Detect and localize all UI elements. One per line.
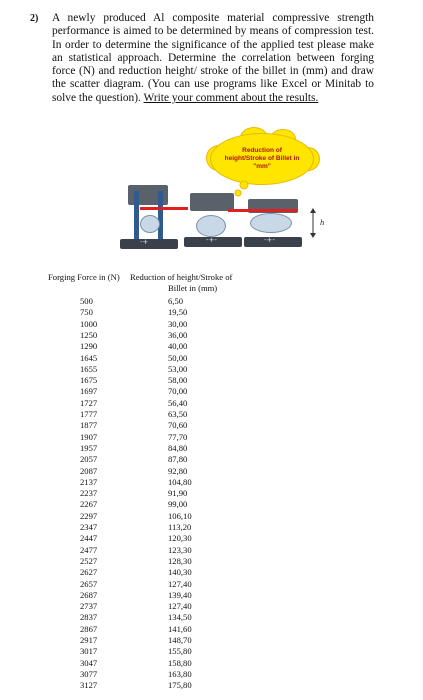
press-base-left: [120, 239, 178, 249]
reduction-cell: 123,30: [168, 544, 192, 555]
callout-text: Reduction of height/Stroke of Billet in "mm": [224, 147, 300, 170]
guide-post: [158, 191, 163, 239]
billet-middle: [196, 215, 226, 237]
table-header: [48, 272, 288, 293]
forging-force-cell: 2447: [80, 533, 98, 544]
forging-force-cell: 2057: [80, 454, 98, 465]
forging-force-cell: 1290: [80, 341, 98, 352]
forging-force-cell: 2737: [80, 601, 98, 612]
reduction-cell: 92,80: [168, 465, 188, 476]
question-text: [30, 12, 374, 105]
forging-force-cell: 2917: [80, 635, 98, 645]
reduction-cell: 91,90: [168, 488, 188, 499]
question-body: A newly produced Al composite material compressive strength performance is aimed to be determined by means of compression test. In order to determine the significance of the applied test please make an statistical approach. Determine the correlation between forging force (N) and reduction height/ stroke of the billet in (mm) and draw the scatter diagram. (You can use programs like Excel or Minitab to solve the question).: [52, 12, 374, 104]
forging-force-cell: 1000: [80, 318, 98, 329]
forging-force-cell: 2297: [80, 510, 98, 521]
forging-force-cell: 2237: [80, 488, 98, 499]
reduction-cell: 163,80: [168, 668, 192, 679]
reduction-cell: 19,50: [168, 307, 188, 318]
reduction-cell: 128,30: [168, 555, 192, 566]
forging-force-cell: 3047: [80, 657, 98, 668]
reduction-cell: 99,00: [168, 499, 188, 510]
forging-force-cell: 2867: [80, 623, 98, 634]
forging-force-cell: 1907: [80, 431, 98, 442]
reduction-cell: 30,00: [168, 318, 188, 329]
forging-force-cell: 1697: [80, 386, 98, 397]
forging-force-cell: 1675: [80, 375, 98, 386]
reduction-cell: 140,30: [168, 567, 192, 578]
arrow-symbol-1: -+: [140, 238, 149, 246]
reduction-cell: 6,50: [168, 296, 184, 306]
forging-force-cell: 2267: [80, 499, 98, 510]
forging-force-cell: 1655: [80, 363, 98, 374]
forging-force-cell: 1727: [80, 397, 98, 408]
forging-force-cell: 2527: [80, 555, 98, 566]
reduction-cell: 56,40: [168, 397, 188, 408]
forging-force-cell: 2687: [80, 589, 98, 600]
header-reduction: [130, 272, 290, 293]
reduction-cell: 139,40: [168, 589, 192, 600]
reduction-cell: 58,00: [168, 375, 188, 386]
header-forging-force: Forging Force in (N): [48, 272, 120, 282]
forging-force-cell: 3077: [80, 668, 98, 679]
guide-post: [134, 191, 139, 239]
reduction-cell: 113,20: [168, 522, 192, 532]
reduction-cell: 63,50: [168, 409, 188, 419]
forging-force-cell: 1250: [80, 329, 98, 340]
reduction-cell: 84,80: [168, 442, 188, 453]
reduction-cell: 127,40: [168, 601, 192, 612]
forging-force-cell: 3017: [80, 646, 98, 657]
reduction-cell: 87,80: [168, 454, 188, 465]
callout-bubble: [210, 133, 314, 185]
forging-force-cell: 2087: [80, 465, 98, 476]
forging-force-cell: 1957: [80, 442, 98, 453]
reduction-cell: 141,60: [168, 623, 192, 634]
reduction-cell: 106,10: [168, 510, 192, 521]
reduction-cell: 36,00: [168, 329, 188, 340]
header-reduction-line2: Billet in (mm): [168, 282, 218, 293]
reduction-cell: 53,00: [168, 363, 188, 374]
reduction-cell: 127,40: [168, 578, 192, 589]
forging-force-cell: 2627: [80, 567, 98, 578]
stroke-symbol: ℎ: [320, 219, 325, 227]
reduction-cell: 158,80: [168, 657, 192, 668]
header-reduction-line1: Reduction of height/Stroke of: [130, 272, 233, 282]
stroke-line: [140, 207, 188, 210]
reduction-cell: 155,80: [168, 646, 192, 657]
forging-force-cell: 3127: [80, 680, 98, 691]
stroke-line: [228, 209, 298, 212]
reduction-cell: 104,80: [168, 476, 192, 487]
arrow-symbol-3: -+-: [264, 236, 275, 244]
forging-force-cell: 2837: [80, 612, 98, 623]
stroke-arrow-icon: [306, 207, 320, 241]
reduction-cell: 77,70: [168, 431, 188, 442]
reduction-cell: 175,80: [168, 680, 192, 691]
question-instruction: Write your comment about the results.: [143, 91, 319, 104]
forging-force-cell: 500: [80, 296, 93, 306]
arrow-symbol-2: -+-: [206, 236, 217, 244]
forging-force-cell: 2347: [80, 522, 98, 532]
billet-right: [250, 213, 292, 233]
forging-force-cell: 1877: [80, 420, 98, 431]
billet-left: [140, 215, 160, 233]
reduction-cell: 50,00: [168, 352, 188, 363]
reduction-cell: 148,70: [168, 635, 192, 645]
reduction-cell: 120,30: [168, 533, 192, 544]
reduction-cell: 70,00: [168, 386, 188, 397]
forging-press-illustration: [110, 133, 340, 253]
question-number: 2): [30, 13, 39, 24]
forging-force-cell: 2657: [80, 578, 98, 589]
reduction-cell: 70,60: [168, 420, 188, 431]
forging-force-cell: 2477: [80, 544, 98, 555]
forging-force-cell: 1777: [80, 409, 98, 419]
forging-force-cell: 2137: [80, 476, 98, 487]
reduction-cell: 40,00: [168, 341, 188, 352]
forging-force-cell: 750: [80, 307, 93, 318]
forging-force-cell: 1645: [80, 352, 98, 363]
reduction-cell: 134,50: [168, 612, 192, 623]
